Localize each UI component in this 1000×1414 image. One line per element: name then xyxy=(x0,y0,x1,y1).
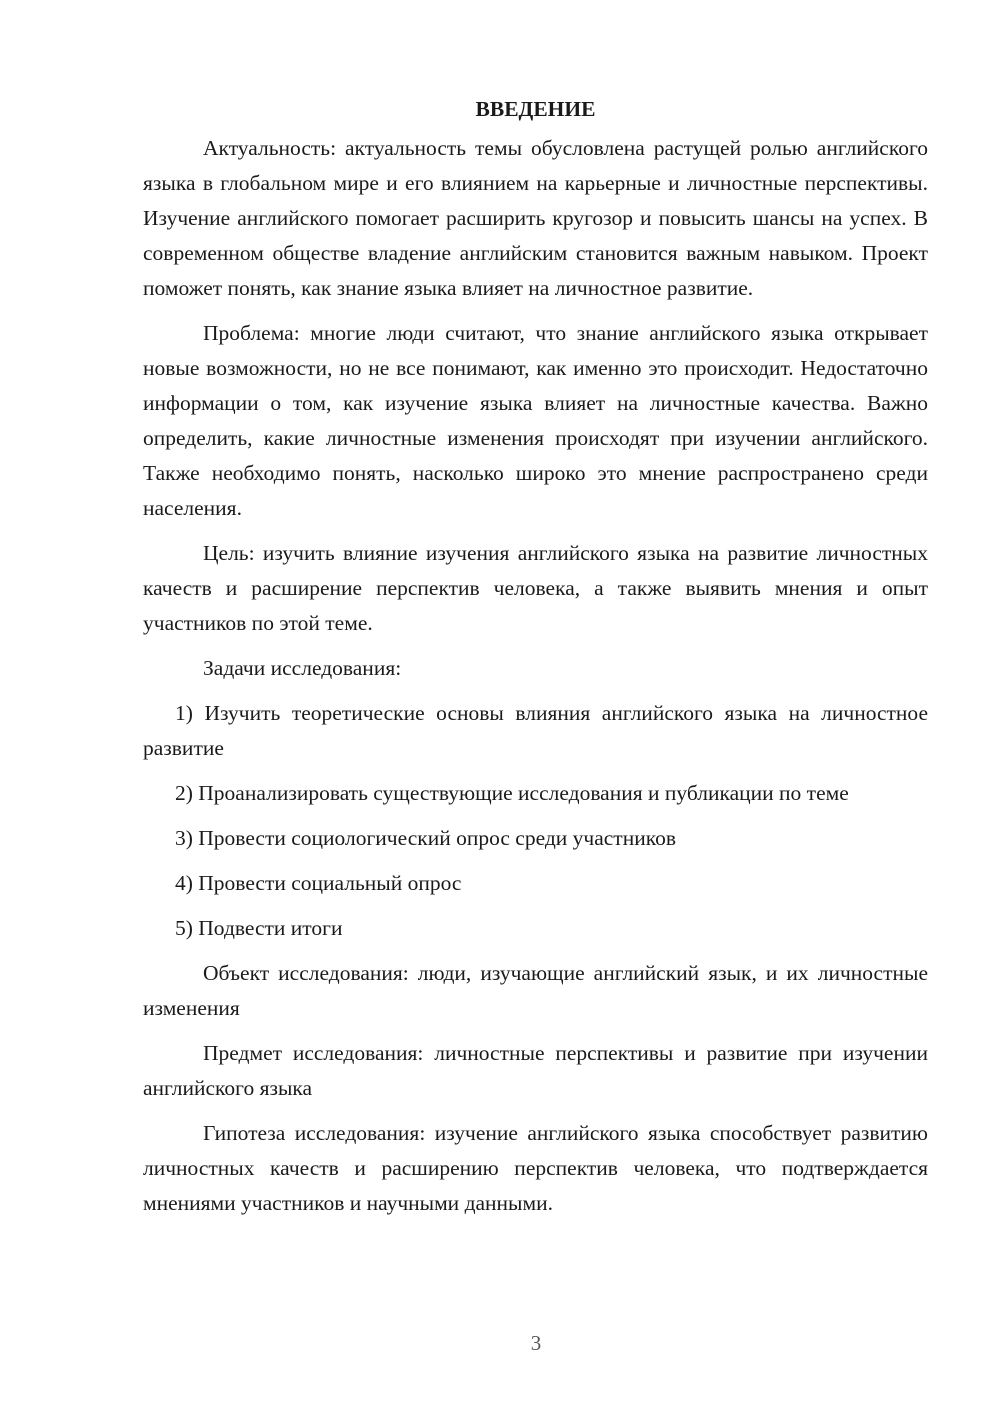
paragraph-problem: Проблема: многие люди считают, что знание английского языка открывает новые возможности, но не все понимают, как именно это происходит. Недостаточно информации о том, как изучение языка влияет на личностные качества. Важно определить, какие личностные изменения происходят при изучении английского. Также необходимо понять, насколько широко это мнение распространено среди населения. xyxy=(143,321,928,520)
task-item-2: 2) Проанализировать существующие исследования и публикации по теме xyxy=(175,781,849,805)
paragraph-object: Объект исследования: люди, изучающие английский язык, и их личностные изменения xyxy=(143,961,928,1020)
task-item-4: 4) Провести социальный опрос xyxy=(175,871,462,895)
task-item-1: 1) Изучить теоретические основы влияния английского языка на личностное развитие xyxy=(143,701,928,760)
task-item-3: 3) Провести социологический опрос среди участников xyxy=(175,826,676,850)
document-page xyxy=(143,92,928,1231)
paragraph-goal: Цель: изучить влияние изучения английского языка на развитие личностных качеств и расширение перспектив человека, а также выявить мнения и опыт участников по этой теме. xyxy=(143,541,928,635)
page-number: 3 xyxy=(530,1331,542,1355)
paragraph-relevance: Актуальность: актуальность темы обусловлена растущей ролью английского языка в глобальном мире и его влиянием на карьерные и личностные перспективы. Изучение английского помогает расширить кругозор и повысить шансы на успех. В современном обществе владение английским становится важным навыком. Проект поможет понять, как знание языка влияет на личностное развитие. xyxy=(143,136,928,300)
paragraph-tasks-heading: Задачи исследования: xyxy=(203,656,402,680)
paragraph-hypothesis: Гипотеза исследования: изучение английского языка способствует развитию личностных качеств и расширению перспектив человека, что подтверждается мнениями участников и научными данными. xyxy=(143,1121,928,1215)
section-heading: ВВЕДЕНИЕ xyxy=(475,97,596,121)
task-item-5: 5) Подвести итоги xyxy=(175,916,343,940)
paragraph-subject: Предмет исследования: личностные перспективы и развитие при изучении английского языка xyxy=(143,1041,928,1100)
